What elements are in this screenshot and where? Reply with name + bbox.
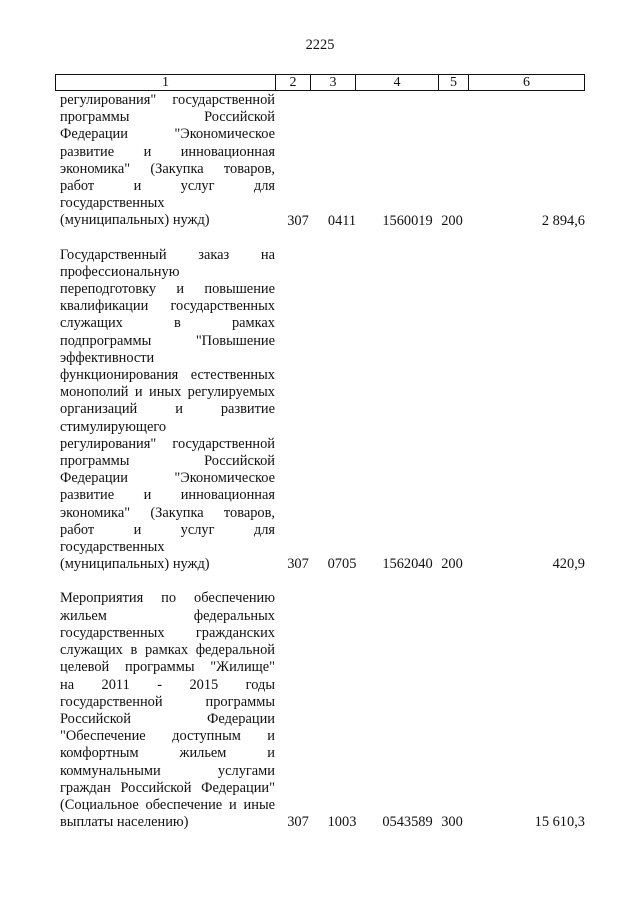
description-line: функционирования естественных (60, 367, 275, 384)
table-row (60, 247, 585, 574)
description-line: служащих в рамках (60, 315, 275, 332)
description-line: государственных гражданских (60, 624, 275, 641)
description-line: переподготовку и повышение (60, 281, 275, 298)
cell-c3: 0705 (327, 556, 357, 573)
cell-c2: 307 (287, 556, 309, 573)
description-line: Мероприятия по обеспечению (60, 590, 275, 607)
table-row (60, 590, 585, 831)
description-line: развитие и инновационная (60, 143, 275, 160)
description-line: служащих в рамках федеральной (60, 642, 275, 659)
header-col-4: 4 (356, 75, 439, 90)
description-line: целевой программы "Жилище" (60, 659, 275, 676)
description-line: государственных (60, 195, 165, 212)
description-line: государственных (60, 539, 165, 556)
description-line: эффективности (60, 349, 155, 366)
cell-c4: 1560019 (382, 212, 433, 229)
description-line: монополий и иных регулируемых (60, 384, 275, 401)
description-line: работ и услуг для (60, 178, 275, 195)
table-row (60, 92, 585, 230)
description-line: программы Российской (60, 109, 275, 126)
description-line: коммунальными услугами (60, 762, 275, 779)
description-line: регулирования" государственной (60, 435, 275, 452)
cell-c2: 307 (287, 212, 309, 229)
description-line: жильем федеральных (60, 607, 275, 624)
row-description (60, 247, 275, 574)
description-line: Государственный заказ на (60, 246, 275, 263)
header-col-6: 6 (523, 75, 530, 90)
cell-c5: 300 (441, 814, 463, 831)
cell-c6: 420,9 (552, 556, 585, 573)
description-line: стимулирующего (60, 418, 167, 435)
row-values (60, 814, 585, 831)
description-line: выплаты населению) (60, 814, 189, 831)
row-description (60, 590, 275, 831)
description-line: (Социальное обеспечение и иные (60, 796, 275, 813)
cell-c6: 2 894,6 (541, 212, 585, 229)
description-line: на 2011 - 2015 годы (60, 676, 275, 693)
page-number: 2225 (305, 37, 335, 53)
table-header (55, 74, 585, 91)
table-body (60, 92, 585, 848)
cell-c3: 0411 (327, 212, 357, 229)
row-description (60, 92, 275, 230)
cell-c6: 15 610,3 (534, 814, 585, 831)
cell-c2: 307 (287, 814, 309, 831)
description-line: профессиональную (60, 263, 180, 280)
row-values (60, 213, 585, 230)
row-values (60, 556, 585, 573)
description-line: (муниципальных) нужд) (60, 212, 210, 229)
cell-c4: 0543589 (382, 814, 433, 831)
description-line: работ и услуг для (60, 521, 275, 538)
description-line: регулирования" государственной (60, 92, 275, 108)
description-line: развитие и инновационная (60, 487, 275, 504)
description-line: экономика" (Закупка товаров, (60, 160, 275, 177)
description-line: квалификации государственных (60, 298, 275, 315)
header-col-3: 3 (311, 75, 356, 90)
description-line: "Обеспечение доступным и (60, 728, 275, 745)
cell-c5: 200 (441, 556, 463, 573)
cell-c4: 1562040 (382, 556, 433, 573)
description-line: государственной программы (60, 693, 275, 710)
description-line: граждан Российской Федерации" (60, 779, 275, 796)
header-col-5: 5 (439, 75, 469, 90)
description-line: Российской Федерации (60, 710, 275, 727)
description-line: Федерации "Экономическое (60, 126, 275, 143)
description-line: экономика" (Закупка товаров, (60, 504, 275, 521)
header-col-1: 1 (56, 75, 276, 90)
description-line: Федерации "Экономическое (60, 470, 275, 487)
description-line: (муниципальных) нужд) (60, 556, 210, 573)
description-line: программы Российской (60, 453, 275, 470)
cell-c5: 200 (441, 212, 463, 229)
header-col-2: 2 (276, 75, 311, 90)
description-line: подпрограммы "Повышение (60, 332, 275, 349)
description-line: организаций и развитие (60, 401, 275, 418)
description-line: комфортным жильем и (60, 745, 275, 762)
cell-c3: 1003 (327, 814, 357, 831)
